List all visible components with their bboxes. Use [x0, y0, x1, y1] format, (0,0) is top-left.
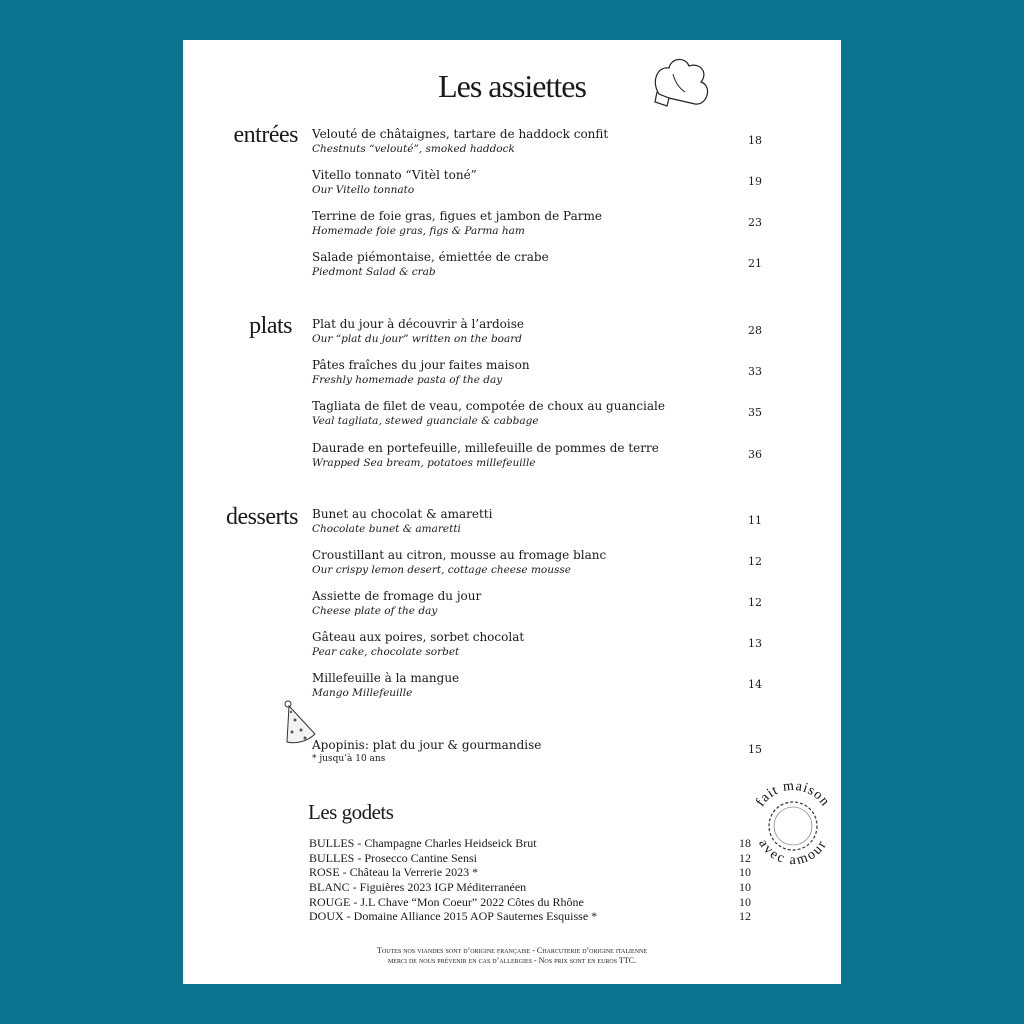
- menu-item: [312, 357, 832, 388]
- item-name-fr: Plat du jour à découvrir à l’ardoise: [312, 317, 524, 331]
- svg-text:avec amour: [755, 837, 831, 868]
- svg-text:fait maison: [753, 779, 832, 810]
- wine-price: 10: [739, 865, 751, 880]
- item-name-en: Chocolate bunet & amaretti: [312, 523, 461, 535]
- item-name-fr: Vitello tonnato “Vitèl toné”: [312, 168, 477, 182]
- wine-name: ROSE - Château la Verrerie 2023 *: [309, 865, 479, 880]
- wine-price: 12: [739, 909, 751, 924]
- item-name-en: Homemade foie gras, figs & Parma ham: [312, 225, 525, 237]
- item-name-en: Our “plat du jour” written on the board: [312, 333, 522, 345]
- menu-item: [312, 208, 832, 239]
- item-name-fr: Salade piémontaise, émiettée de crabe: [312, 250, 549, 264]
- wine-price: 12: [739, 850, 751, 865]
- item-name-fr: Tagliata de filet de veau, compotée de choux au guanciale: [312, 399, 665, 413]
- stamp-bottom-text: avec amour: [755, 836, 831, 869]
- item-price: 23: [748, 216, 762, 229]
- item-name-fr: Assiette de fromage du jour: [312, 589, 482, 603]
- wine-name: ROUGE - J.L Chave “Mon Coeur” 2022 Côtes du Rhône: [309, 894, 584, 909]
- item-name-en: Veal tagliata, stewed guanciale & cabbage: [312, 415, 539, 427]
- kids-item-price: 15: [748, 743, 762, 756]
- menu-item: [312, 588, 832, 619]
- section-label-desserts: desserts: [226, 504, 298, 530]
- item-name-en: Wrapped Sea bream, potatoes millefeuille: [312, 457, 536, 469]
- kids-menu-item: [312, 737, 832, 765]
- item-name-en: Pear cake, chocolate sorbet: [312, 646, 460, 658]
- wine-row: [309, 880, 749, 895]
- item-price: 33: [748, 365, 762, 378]
- item-price: 11: [748, 514, 762, 527]
- item-name-fr: Velouté de châtaignes, tartare de haddock confit: [312, 127, 609, 141]
- footer-line-2: merci de nous prévenir en cas d’allergies - Nos prix sont en euros TTC.: [387, 956, 637, 965]
- stamp-top-text: fait maison: [753, 778, 833, 810]
- kids-item-name: Apopinis: plat du jour & gourmandise: [312, 738, 542, 752]
- menu-page: [183, 40, 841, 984]
- item-price: 19: [748, 175, 762, 188]
- menu-item: [312, 547, 832, 578]
- item-price: 14: [748, 678, 762, 691]
- item-name-en: Cheese plate of the day: [312, 605, 438, 617]
- section-label-plats: plats: [249, 313, 292, 339]
- wine-price: 18: [739, 836, 751, 850]
- wine-name: BLANC - Figuières 2023 IGP Méditerranéen: [309, 880, 527, 895]
- menu-item: [312, 629, 832, 660]
- menu-item: [312, 398, 832, 429]
- wine-list: [309, 836, 749, 924]
- menu-item: [312, 316, 832, 347]
- menu-item: [312, 126, 832, 157]
- item-name-fr: Bunet au chocolat & amaretti: [312, 507, 493, 521]
- wine-name: DOUX - Domaine Alliance 2015 AOP Sauternes Esquisse *: [309, 909, 598, 924]
- item-price: 12: [748, 596, 762, 609]
- item-name-en: Our crispy lemon desert, cottage cheese mousse: [312, 564, 571, 576]
- godets-title: Les godets: [308, 800, 394, 824]
- menu-item: [312, 249, 832, 280]
- kids-age-note: * jusqu’à 10 ans: [312, 754, 386, 764]
- item-name-en: Mango Millefeuille: [312, 687, 413, 699]
- wine-name: BULLES - Champagne Charles Heidseick Brut: [309, 836, 537, 850]
- item-name-fr: Daurade en portefeuille, millefeuille de pommes de terre: [312, 441, 659, 455]
- wine-row: [309, 895, 749, 910]
- footer-line-1: Toutes nos viandes sont d’origine française - Charcuterie d’origine italienne: [376, 946, 648, 955]
- wine-row: [309, 851, 749, 866]
- menu-title: Les assiettes: [438, 68, 586, 104]
- item-name-en: Chestnuts “velouté”, smoked haddock: [312, 143, 515, 155]
- item-name-fr: Croustillant au citron, mousse au fromage blanc: [312, 548, 607, 562]
- menu-item: [312, 167, 832, 198]
- item-name-en: Our Vitello tonnato: [312, 184, 415, 196]
- wine-row: [309, 865, 749, 880]
- wine-price: 10: [739, 894, 751, 909]
- menu-item: [312, 506, 832, 537]
- item-price: 18: [748, 134, 762, 147]
- footer-note: [183, 946, 841, 966]
- item-price: 13: [748, 637, 762, 650]
- item-name-en: Piedmont Salad & crab: [312, 266, 436, 278]
- item-price: 21: [748, 257, 762, 270]
- item-name-fr: Pâtes fraîches du jour faites maison: [312, 358, 530, 372]
- wine-row: [309, 836, 749, 851]
- item-name-en: Freshly homemade pasta of the day: [312, 374, 503, 386]
- item-name-fr: Terrine de foie gras, figues et jambon de Parme: [312, 209, 602, 223]
- menu-item: [312, 670, 832, 701]
- item-price: 35: [748, 406, 762, 419]
- wine-row: [309, 909, 749, 924]
- chef-hat-doodle-icon: [649, 52, 715, 112]
- item-name-fr: Millefeuille à la mangue: [312, 671, 460, 685]
- item-price: 36: [748, 448, 762, 461]
- wine-price: 10: [739, 880, 751, 895]
- section-label-entrees: entrées: [233, 122, 298, 148]
- fait-maison-stamp-icon: [743, 774, 843, 874]
- wine-name: BULLES - Prosecco Cantine Sensi: [309, 850, 477, 865]
- item-price: 12: [748, 555, 762, 568]
- menu-item: [312, 440, 832, 471]
- item-price: 28: [748, 324, 762, 337]
- item-name-fr: Gâteau aux poires, sorbet chocolat: [312, 630, 525, 644]
